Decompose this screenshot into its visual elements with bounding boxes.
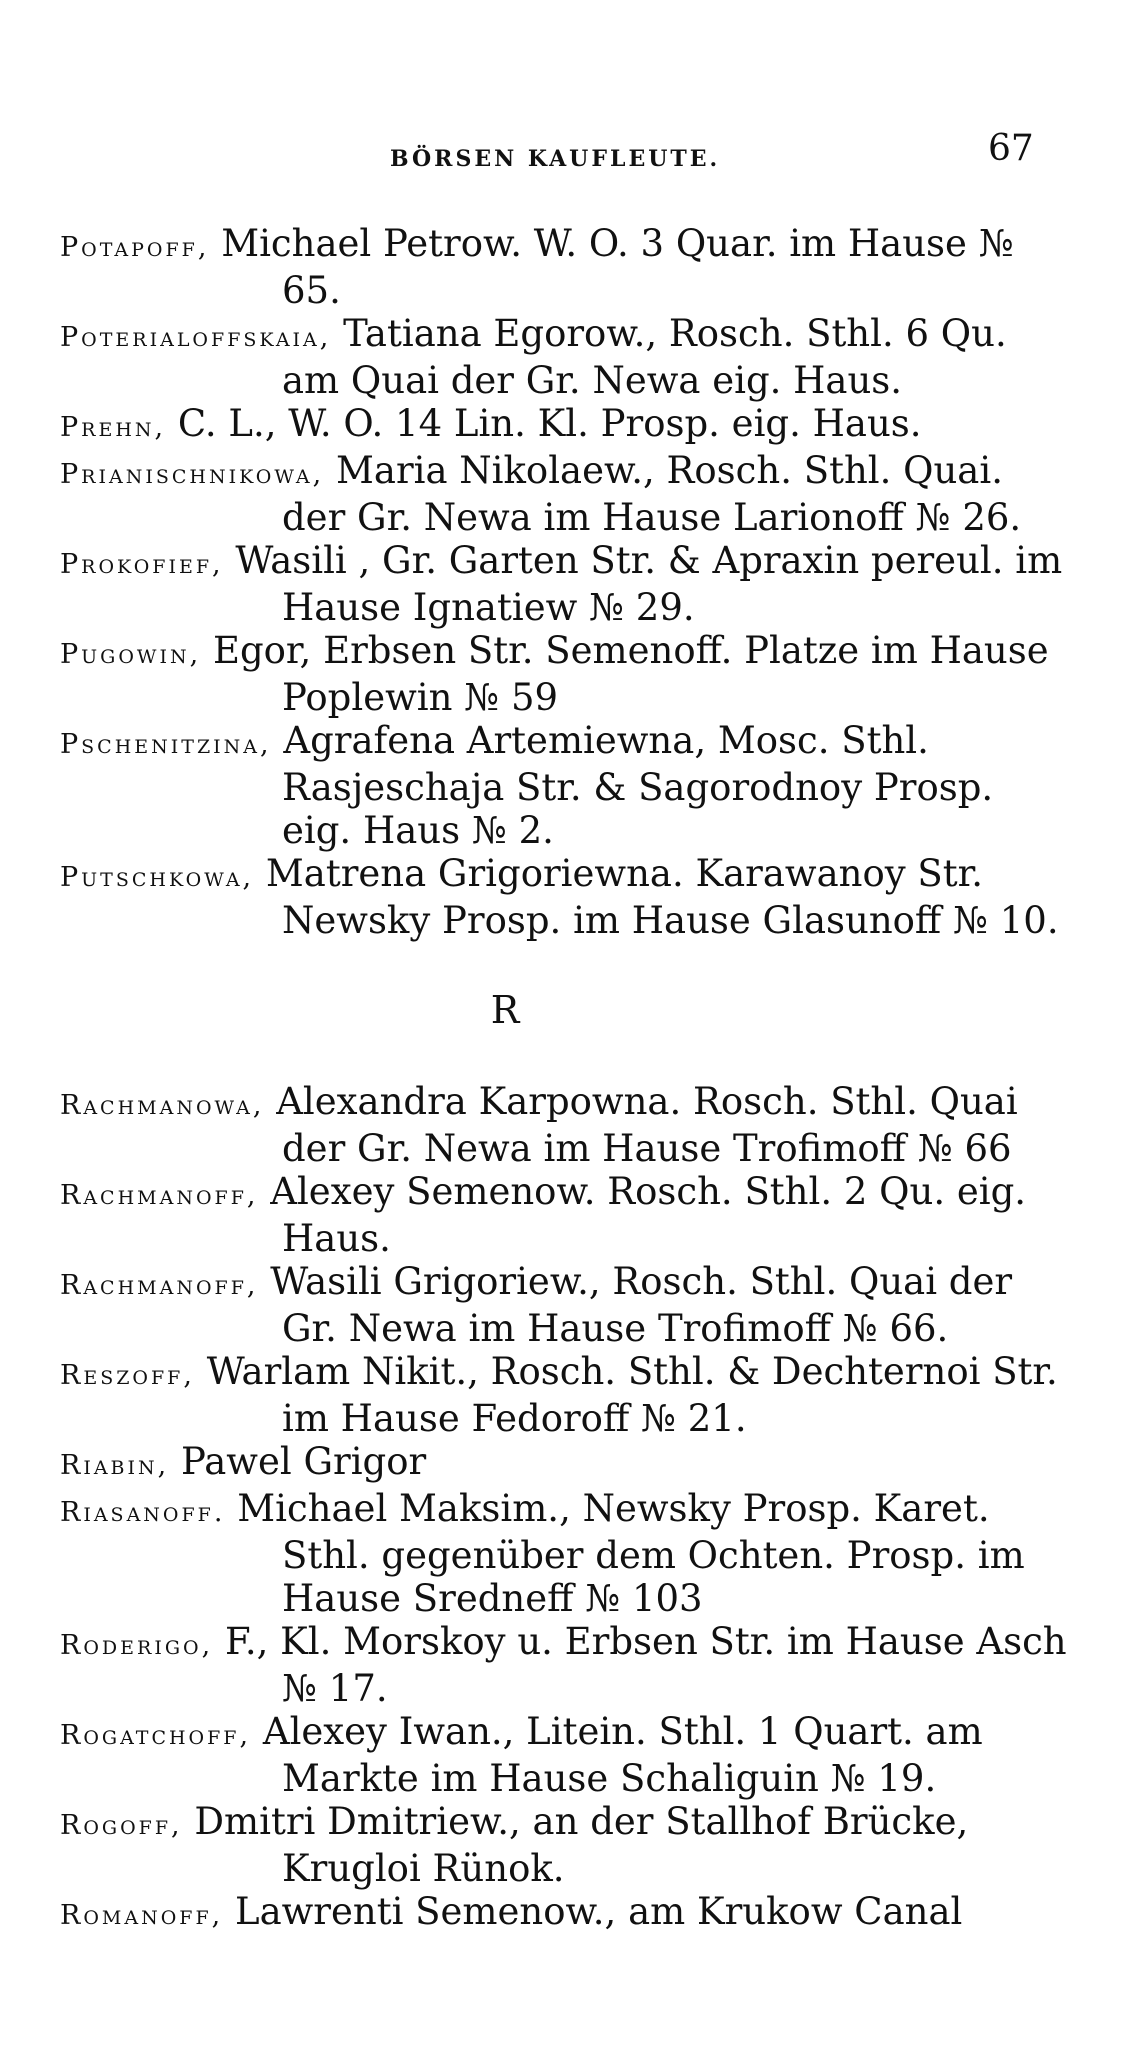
entry-potapoff — [60, 222, 1070, 312]
entry-surname: Prehn, — [60, 412, 167, 443]
entry-poterialoffskaia — [60, 312, 1070, 402]
entry-surname: Rachmanoff, — [60, 1270, 259, 1301]
entry-details: F., Kl. Morskoy u. Erbsen Str. im Hause Asch № 17. — [224, 1620, 1067, 1710]
entry-surname: Roderigo, — [60, 1630, 214, 1661]
entry-surname: Riabin, — [60, 1450, 170, 1481]
entry-details: Alexandra Karpowna. Rosch. Sthl. Quai der Gr. Newa im Hause Trofimoff № 66 — [276, 1080, 1018, 1170]
entry-details: Wasili Grigoriew., Rosch. Sthl. Quai der Gr. Newa im Hause Trofimoff № 66. — [270, 1260, 1013, 1350]
entry-details: Agrafena Artemiewna, Mosc. Sthl. Rasjeschaja Str. & Sagorodnoy Prosp. eig. Haus № 2. — [282, 719, 994, 852]
entry-prokofief — [60, 539, 1070, 629]
entry-details: Michael Petrow. W. O. 3 Quar. im Hause № 65. — [221, 222, 1014, 312]
page-header — [60, 128, 1060, 178]
entry-surname: Rogoff, — [60, 1810, 183, 1841]
entry-romanoff — [60, 1890, 1070, 1937]
running-head: BÖRSEN KAUFLEUTE. — [390, 146, 721, 172]
entry-prehn — [60, 402, 1070, 449]
entry-rachmanoff-wasili — [60, 1260, 1070, 1350]
entry-prianischnikowa — [60, 449, 1070, 539]
entry-surname: Rachmanowa, — [60, 1090, 265, 1121]
entry-details: Pawel Grigor — [181, 1440, 427, 1483]
entry-rachmanowa — [60, 1080, 1070, 1170]
entry-details: Maria Nikolaew., Rosch. Sthl. Quai. der Gr. Newa im Hause Larionoff № 26. — [282, 449, 1022, 539]
entry-putschkowa — [60, 852, 1070, 942]
entry-reszoff — [60, 1350, 1070, 1440]
entry-surname: Prokofief, — [60, 549, 224, 580]
entry-details: Michael Maksim., Newsky Prosp. Karet. Sthl. gegenüber dem Ochten. Prosp. im Hause Sredneff № 103 — [237, 1487, 1025, 1620]
entry-details: Lawrenti Semenow., am Krukow Canal — [235, 1890, 963, 1933]
entry-details: Alexey Semenow. Rosch. Sthl. 2 Qu. eig. Haus. — [270, 1170, 1027, 1260]
entry-details: Wasili , Gr. Garten Str. & Apraxin pereul. im Hause Ignatiew № 29. — [235, 539, 1063, 629]
entry-surname: Riasanoff. — [60, 1497, 226, 1528]
entry-surname: Rogatchoff, — [60, 1720, 252, 1751]
entry-pschenitzina — [60, 719, 1070, 852]
entry-details: Egor, Erbsen Str. Semenoff. Platze im Hause Poplewin № 59 — [212, 629, 1049, 719]
entry-rogoff — [60, 1800, 1070, 1890]
entry-details: Tatiana Egorow., Rosch. Sthl. 6 Qu. am Quai der Gr. Newa eig. Haus. — [282, 312, 1007, 402]
entry-surname: Poterialoffskaia, — [60, 322, 332, 353]
entry-roderigo — [60, 1620, 1070, 1710]
letter-heading-r: R — [490, 988, 520, 1032]
entry-surname: Potapoff, — [60, 232, 210, 263]
entry-surname: Pugowin, — [60, 639, 202, 670]
page-number: 67 — [988, 128, 1034, 169]
directory-entries — [60, 222, 1070, 1937]
entry-pugowin — [60, 629, 1070, 719]
entry-surname: Romanoff, — [60, 1900, 224, 1931]
entry-details: C. L., W. O. 14 Lin. Kl. Prosp. eig. Haus. — [177, 402, 922, 445]
entry-details: Alexey Iwan., Litein. Sthl. 1 Quart. am Markte im Hause Schaliguin № 19. — [262, 1710, 983, 1800]
entry-surname: Prianischnikowa, — [60, 459, 325, 490]
entry-riabin — [60, 1440, 1070, 1487]
entry-details: Matrena Grigoriewna. Karawanoy Str. Newsky Prosp. im Hause Glasunoff № 10. — [265, 852, 1059, 942]
entry-details: Warlam Nikit., Rosch. Sthl. & Dechternoi Str. im Hause Fedoroff № 21. — [206, 1350, 1058, 1440]
entry-surname: Putschkowa, — [60, 862, 255, 893]
entry-riasanoff — [60, 1487, 1070, 1620]
entry-surname: Rachmanoff, — [60, 1180, 259, 1211]
entry-rachmanoff-alexey — [60, 1170, 1070, 1260]
entry-rogatchoff — [60, 1710, 1070, 1800]
entry-surname: Reszoff, — [60, 1360, 195, 1391]
entry-surname: Pschenitzina, — [60, 729, 272, 760]
entry-details: Dmitri Dmitriew., an der Stallhof Brücke, Krugloi Rünok. — [194, 1800, 969, 1890]
